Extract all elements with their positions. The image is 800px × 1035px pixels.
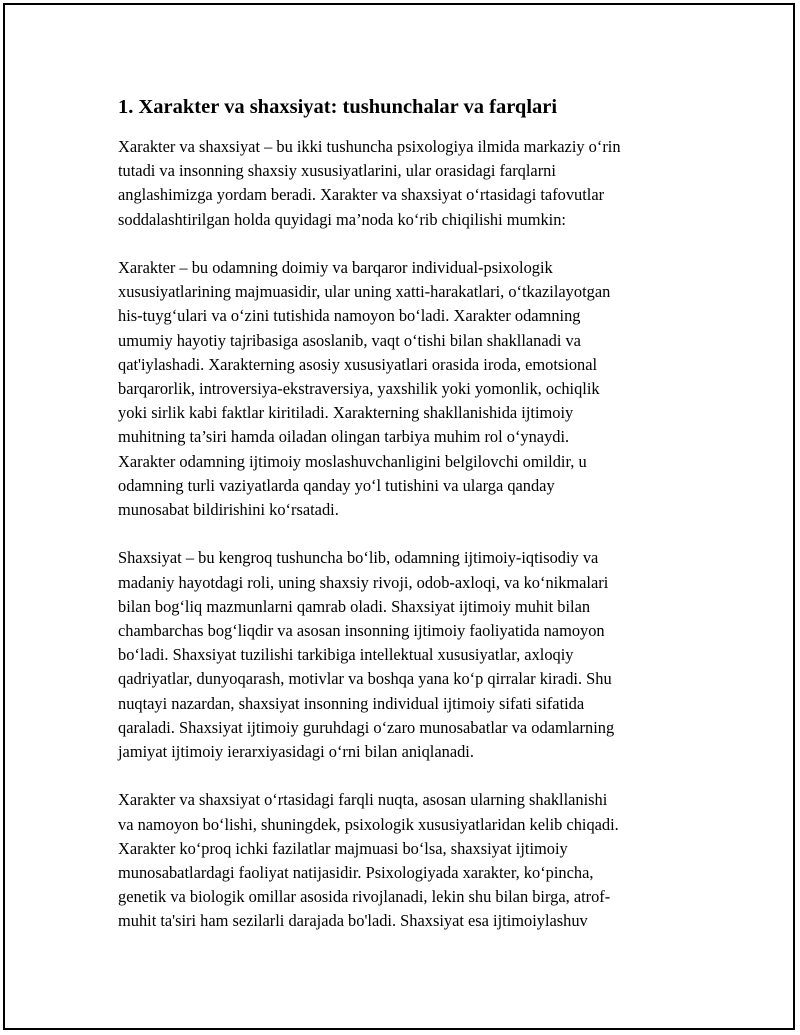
document-body	[118, 93, 688, 958]
text-line: genetik va biologik omillar asosida rivojlanadi, lekin shu bilan birga, atrof-	[118, 887, 611, 907]
text-line: odamning turli vaziyatlarda qanday yo‘l tutishini va ularga qanday	[118, 475, 555, 495]
text-line: nuqtayi nazardan, shaxsiyat insonning individual ijtimoiy sifati sifatida	[118, 693, 585, 713]
text-line: Xarakter va shaxsiyat – bu ikki tushuncha psixologiya ilmida markaziy o‘rin	[118, 137, 621, 156]
text-line: munosabatlardagi faoliyat natijasidir. Psixologiyada xarakter, ko‘pincha,	[118, 863, 594, 883]
text-line: Xarakter – bu odamning doimiy va barqaror individual-psixologik	[118, 258, 553, 277]
text-line: umumiy hayotiy tajribasiga asoslanib, vaqt o‘tishi bilan shakllanadi va	[118, 330, 581, 350]
paragraph-list	[118, 135, 688, 934]
text-line: Xarakter ko‘proq ichki fazilatlar majmuasi bo‘lsa, shaxsiyat ijtimoiy	[118, 838, 568, 858]
text-line: anglashimizga yordam beradi. Xarakter va shaxsiyat o‘rtasidagi tafovutlar	[118, 185, 605, 205]
text-line: va namoyon bo‘lishi, shuningdek, psixologik xususiyatlaridan kelib chiqadi.	[118, 814, 619, 834]
text-line: barqarorlik, introversiya-ekstraversiya, yaxshilik yoki yomonlik, ochiqlik	[118, 379, 600, 399]
text-line: yoki sirlik kabi faktlar kiritiladi. Xarakterning shakllanishida ijtimoiy	[118, 403, 574, 423]
text-line: muhit ta'siri ham sezilarli darajada bo'ladi. Shaxsiyat esa ijtimoiylashuv	[118, 911, 588, 931]
text-line: soddalashtirilgan holda quyidagi ma’noda ko‘rib chiqilishi mumkin:	[118, 209, 566, 229]
text-line: muhitning ta’siri hamda oiladan olingan tarbiya muhim rol o‘ynaydi.	[118, 427, 570, 447]
paragraph	[118, 788, 688, 933]
text-line: qaraladi. Shaxsiyat ijtimoiy guruhdagi o‘zaro munosabatlar va odamlarning	[118, 717, 615, 737]
text-line: xususiyatlarining majmuasidir, ular uning xatti-harakatlari, o‘tkazilayotgan	[118, 282, 611, 302]
text-line: Xarakter va shaxsiyat o‘rtasidagi farqli nuqta, asosan ularning shakllanishi	[118, 790, 608, 810]
text-line: bo‘ladi. Shaxsiyat tuzilishi tarkibiga intellektual xususiyatlar, axloqiy	[118, 645, 574, 665]
text-line: madaniy hayotdagi roli, uning shaxsiy rivoji, odob-axloqi, va ko‘nikmalari	[118, 572, 609, 592]
section-heading: 1. Xarakter va shaxsiyat: tushunchalar va farqlari	[118, 96, 558, 118]
text-line: tutadi va insonning shaxsiy xususiyatlarini, ular orasidagi farqlarni	[118, 161, 556, 181]
text-line: jamiyat ijtimoiy ierarxiyasidagi o‘rni bilan aniqlanadi.	[118, 742, 474, 762]
text-line: chambarchas bog‘liqdir va asosan insonning ijtimoiy faoliyatida namoyon	[118, 621, 605, 641]
text-line: munosabat bildirishini ko‘rsatadi.	[118, 500, 339, 520]
paragraph	[118, 256, 688, 522]
text-line: Shaxsiyat – bu kengroq tushuncha bo‘lib, odamning ijtimoiy-iqtisodiy va	[118, 548, 599, 568]
text-line: his-tuyg‘ulari va o‘zini tutishida namoyon bo‘ladi. Xarakter odamning	[118, 306, 581, 326]
text-line: bilan bog‘liq mazmunlarni qamrab oladi. Shaxsiyat ijtimoiy muhit bilan	[118, 596, 591, 616]
text-line: qadriyatlar, dunyoqarash, motivlar va boshqa yana ko‘p qirralar kiradi. Shu	[118, 669, 612, 689]
paragraph	[118, 135, 688, 232]
text-line: Xarakter odamning ijtimoiy moslashuvchanligini belgilovchi omildir, u	[118, 451, 587, 471]
text-line: qat'iylashadi. Xarakterning asosiy xususiyatlari orasida iroda, emotsional	[118, 354, 598, 374]
paragraph	[118, 546, 688, 764]
